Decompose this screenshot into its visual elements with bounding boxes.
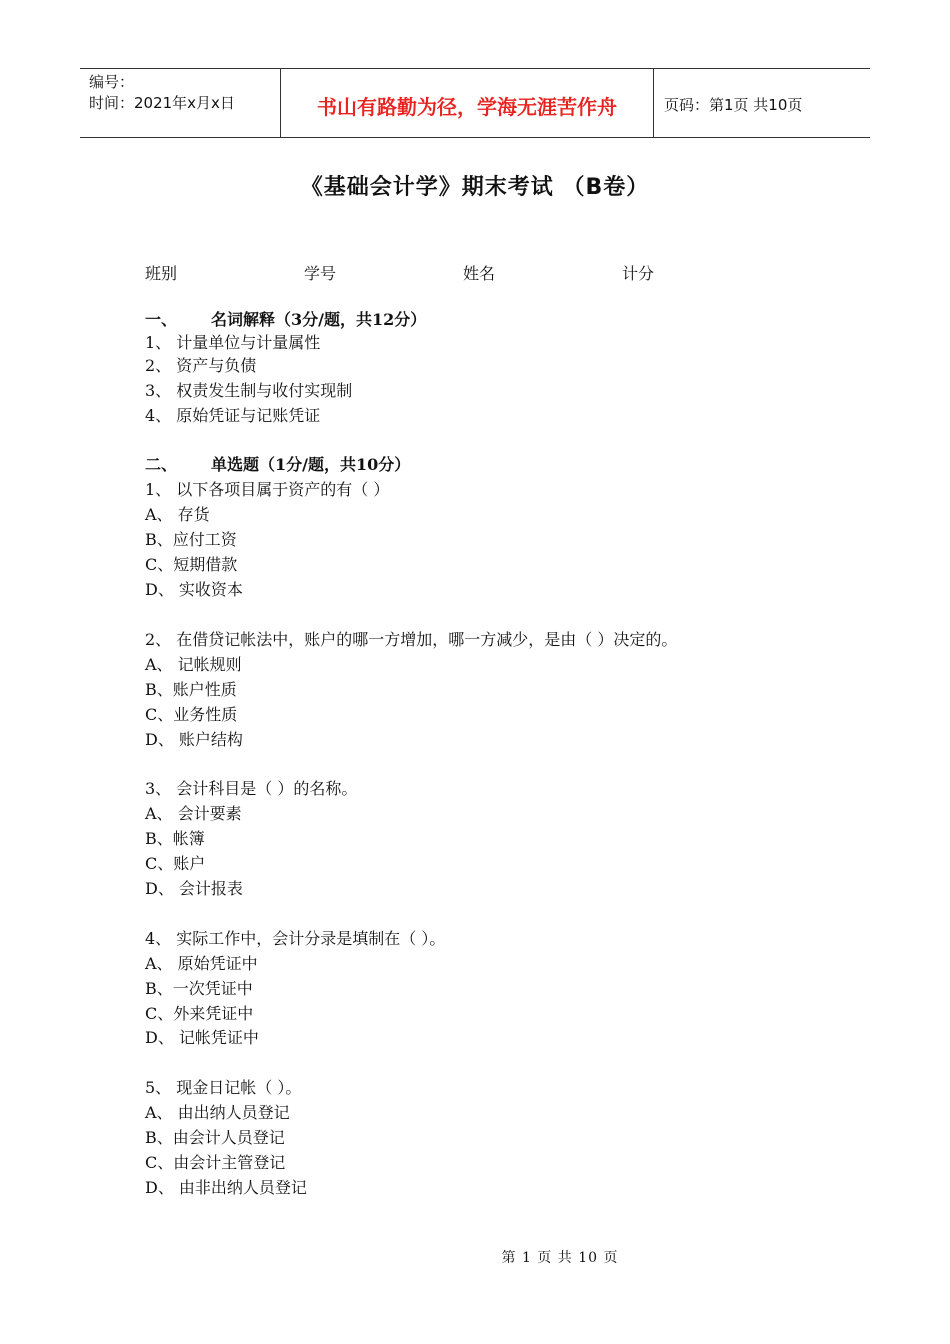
option-item: B、帐簿	[145, 829, 205, 848]
option-item: C、业务性质	[145, 705, 238, 724]
option-item: C、外来凭证中	[145, 1004, 254, 1023]
option-item: A、 记帐规则	[145, 655, 242, 674]
list-item: 3、 权责发生制与收付实现制	[145, 381, 353, 400]
section-heading-2	[145, 455, 410, 475]
class-field-label: 班别	[145, 264, 178, 283]
question-text: 4、 实际工作中，会计分录是填制在（ ）。	[145, 929, 446, 948]
option-item: B、账户性质	[145, 680, 237, 699]
section-heading-1	[145, 310, 426, 330]
option-item: D、 账户结构	[145, 730, 243, 749]
header-motto: 书山有路勤为径，学海无涯苦作舟	[281, 69, 654, 137]
option-item: C、账户	[145, 854, 206, 873]
option-item: B、由会计人员登记	[145, 1128, 285, 1147]
option-item: D、 记帐凭证中	[145, 1028, 259, 1047]
option-item: A、 原始凭证中	[145, 954, 258, 973]
section-title: 单选题（1分/题，共10分）	[211, 455, 411, 474]
exam-title: 《基础会计学》期末考试 （B卷）	[300, 175, 650, 200]
time-label: 时间：2021年x月x日	[89, 94, 235, 112]
option-item: C、短期借款	[145, 555, 238, 574]
question-text: 1、 以下各项目属于资产的有（ ）	[145, 480, 390, 499]
list-item: 2、 资产与负债	[145, 356, 257, 375]
question-text: 3、 会计科目是（ ）的名称。	[145, 779, 358, 798]
question-text: 5、 现金日记帐（ ）。	[145, 1078, 302, 1097]
section-number: 二、	[145, 455, 178, 474]
list-item: 1、 计量单位与计量属性	[145, 333, 321, 352]
option-item: B、一次凭证中	[145, 979, 253, 998]
option-item: A、 会计要素	[145, 804, 242, 823]
header-page-info: 页码：第1页 共10页	[664, 96, 803, 114]
header-meta	[80, 69, 281, 137]
page-footer: 第 1 页 共 10 页	[501, 1250, 619, 1266]
section-title: 名词解释（3分/题，共12分）	[211, 310, 427, 329]
serial-label: 编号：	[89, 73, 135, 91]
option-item: D、 会计报表	[145, 879, 243, 898]
list-item: 4、 原始凭证与记账凭证	[145, 406, 321, 425]
option-item: D、 由非出纳人员登记	[145, 1178, 307, 1197]
question-text: 2、 在借贷记帐法中，账户的哪一方增加，哪一方减少，是由（ ）决定的。	[145, 630, 678, 649]
student-id-field-label: 学号	[304, 264, 337, 283]
option-item: A、 由出纳人员登记	[145, 1103, 290, 1122]
page-header	[80, 68, 870, 138]
option-item: D、 实收资本	[145, 580, 243, 599]
name-field-label: 姓名	[463, 264, 496, 283]
section-number: 一、	[145, 310, 178, 329]
option-item: B、应付工资	[145, 530, 237, 549]
score-field-label: 计分	[622, 264, 655, 283]
option-item: C、由会计主管登记	[145, 1153, 286, 1172]
option-item: A、 存货	[145, 505, 210, 524]
